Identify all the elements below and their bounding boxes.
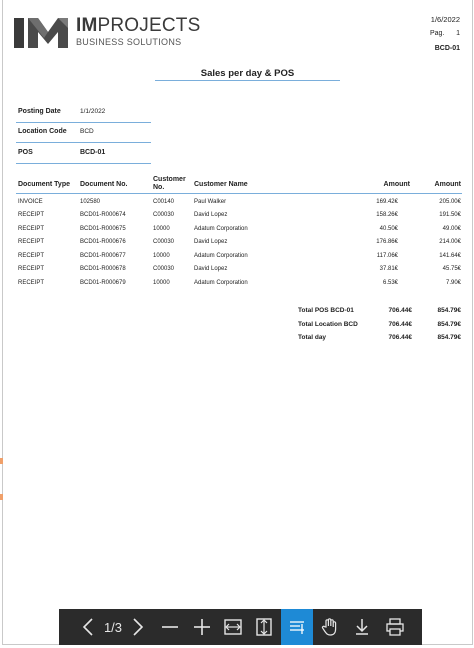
page-indicator-text: 1/3 [103, 619, 123, 635]
posting-date-label: Posting Date [18, 108, 61, 115]
location-code-value: BCD [80, 128, 94, 135]
page-label: Pag. [430, 30, 445, 37]
total-day-amount: 706.44€ [388, 334, 412, 341]
cell-customer-name: Adatum Corporation [194, 280, 248, 286]
table-row [0, 212, 474, 225]
cell-amount-incl: 214.00€ [439, 239, 461, 245]
total-pos-amount-incl: 854.79€ [437, 307, 461, 314]
download-button[interactable] [347, 609, 377, 645]
cell-customer-name: Adatum Corporation [194, 253, 248, 259]
cell-customer-name: Paul Walker [194, 199, 227, 205]
pos-value: BCD-01 [80, 149, 106, 156]
cell-doc-no: BCD01-R000677 [80, 253, 126, 259]
logo-name-bold: IM [76, 15, 98, 36]
table-row [0, 199, 474, 212]
cell-doc-type: INVOICE [18, 199, 43, 205]
cell-amount: 176.86€ [376, 239, 398, 245]
total-day-amount-incl: 854.79€ [437, 334, 461, 341]
col-header-amount-incl: Amount [434, 181, 461, 188]
table-header-divider [16, 193, 462, 194]
divider [16, 142, 151, 143]
total-location-amount: 706.44€ [388, 321, 412, 328]
cell-doc-type: RECEIPT [18, 266, 45, 272]
side-marker [0, 458, 3, 464]
cell-amount-incl: 205.00€ [439, 199, 461, 205]
cell-customer-no: 10000 [153, 280, 170, 286]
col-header-doc-type: Document Type [18, 181, 70, 188]
table-row [0, 280, 474, 293]
logo-name-rest: PROJECTS [97, 15, 201, 36]
cell-amount-incl: 141.64€ [439, 253, 461, 259]
cell-amount: 169.42€ [376, 199, 398, 205]
table-row [0, 226, 474, 239]
logo-subtitle: BUSINESS SOLUTIONS [76, 37, 182, 47]
report-title: Sales per day & POS [200, 68, 295, 79]
cell-customer-no: C00030 [153, 212, 175, 218]
download-icon [353, 618, 371, 636]
location-code-label: Location Code [18, 128, 67, 135]
fit-width-icon [223, 618, 243, 636]
pan-button[interactable] [315, 609, 345, 645]
cell-amount-incl: 45.75€ [442, 266, 461, 272]
previous-page-button[interactable] [75, 609, 101, 645]
zoom-in-icon [193, 618, 211, 636]
col-header-amount: Amount [383, 181, 410, 188]
table-row [0, 239, 474, 252]
total-location-amount-incl: 854.79€ [437, 321, 461, 328]
fit-height-button[interactable] [249, 609, 279, 645]
cell-doc-no: BCD01-R000678 [80, 266, 126, 272]
cell-doc-type: RECEIPT [18, 239, 45, 245]
chevron-left-icon [82, 618, 94, 636]
cell-amount-incl: 7.90€ [445, 280, 461, 286]
cell-doc-no: BCD01-R000675 [80, 226, 126, 232]
divider [16, 163, 151, 164]
logo-wordmark [76, 16, 200, 47]
text-select-button[interactable] [281, 609, 313, 645]
col-header-customer-no: Customer No. [153, 176, 186, 191]
page-indicator [101, 609, 125, 645]
fit-width-button[interactable] [218, 609, 248, 645]
cell-doc-type: RECEIPT [18, 212, 45, 218]
cell-customer-name: David Lopez [194, 239, 228, 245]
posting-date-value: 1/1/2022 [80, 108, 106, 115]
table-row [0, 266, 474, 279]
cell-amount-incl: 49.00€ [442, 226, 461, 232]
pan-hand-icon [321, 617, 339, 637]
logo-name [76, 16, 200, 36]
logo-mark-icon [14, 14, 74, 50]
cell-customer-name: Adatum Corporation [194, 226, 248, 232]
cell-doc-no: BCD01-R000679 [80, 280, 126, 286]
next-page-button[interactable] [125, 609, 151, 645]
cell-customer-no: C00030 [153, 239, 175, 245]
title-underline [155, 80, 340, 81]
cell-customer-no: C00140 [153, 199, 175, 205]
fit-height-icon [255, 617, 273, 637]
zoom-in-button[interactable] [187, 609, 217, 645]
divider [16, 122, 151, 123]
cell-amount: 6.53€ [382, 280, 398, 286]
zoom-out-icon [161, 618, 179, 636]
cell-doc-type: RECEIPT [18, 226, 45, 232]
cell-amount: 37.81€ [379, 266, 398, 272]
cell-doc-no: BCD01-R000674 [80, 212, 126, 218]
zoom-out-button[interactable] [155, 609, 185, 645]
cell-doc-type: RECEIPT [18, 253, 45, 259]
cell-customer-no: 10000 [153, 226, 170, 232]
report-date: 1/6/2022 [430, 15, 460, 24]
page-number: 1 [456, 30, 460, 37]
cell-customer-name: David Lopez [194, 212, 228, 218]
cell-doc-no: 102580 [80, 199, 101, 205]
chevron-right-icon [132, 618, 144, 636]
cell-amount-incl: 191.50€ [439, 212, 461, 218]
cell-doc-no: BCD01-R000676 [80, 239, 126, 245]
print-icon [385, 618, 405, 636]
cell-customer-no: C00030 [153, 266, 175, 272]
side-marker [0, 494, 3, 500]
cell-customer-name: David Lopez [194, 266, 228, 272]
col-header-doc-no: Document No. [80, 181, 128, 188]
cell-amount: 158.26€ [376, 212, 398, 218]
cell-amount: 117.06€ [376, 253, 398, 259]
col-header-customer-name: Customer Name [194, 181, 248, 188]
total-location-label: Total Location BCD [298, 321, 358, 328]
viewer-toolbar [59, 609, 422, 645]
print-button[interactable] [379, 609, 411, 645]
cell-amount: 40.50€ [379, 226, 398, 232]
pos-label: POS [18, 149, 33, 156]
total-pos-label: Total POS BCD-01 [298, 307, 354, 314]
text-select-icon [288, 618, 306, 636]
header-pos-code: BCD-01 [434, 45, 460, 52]
total-day-label: Total day [298, 334, 327, 341]
total-pos-amount: 706.44€ [388, 307, 412, 314]
cell-customer-no: 10000 [153, 253, 170, 259]
table-row [0, 253, 474, 266]
cell-doc-type: RECEIPT [18, 280, 45, 286]
